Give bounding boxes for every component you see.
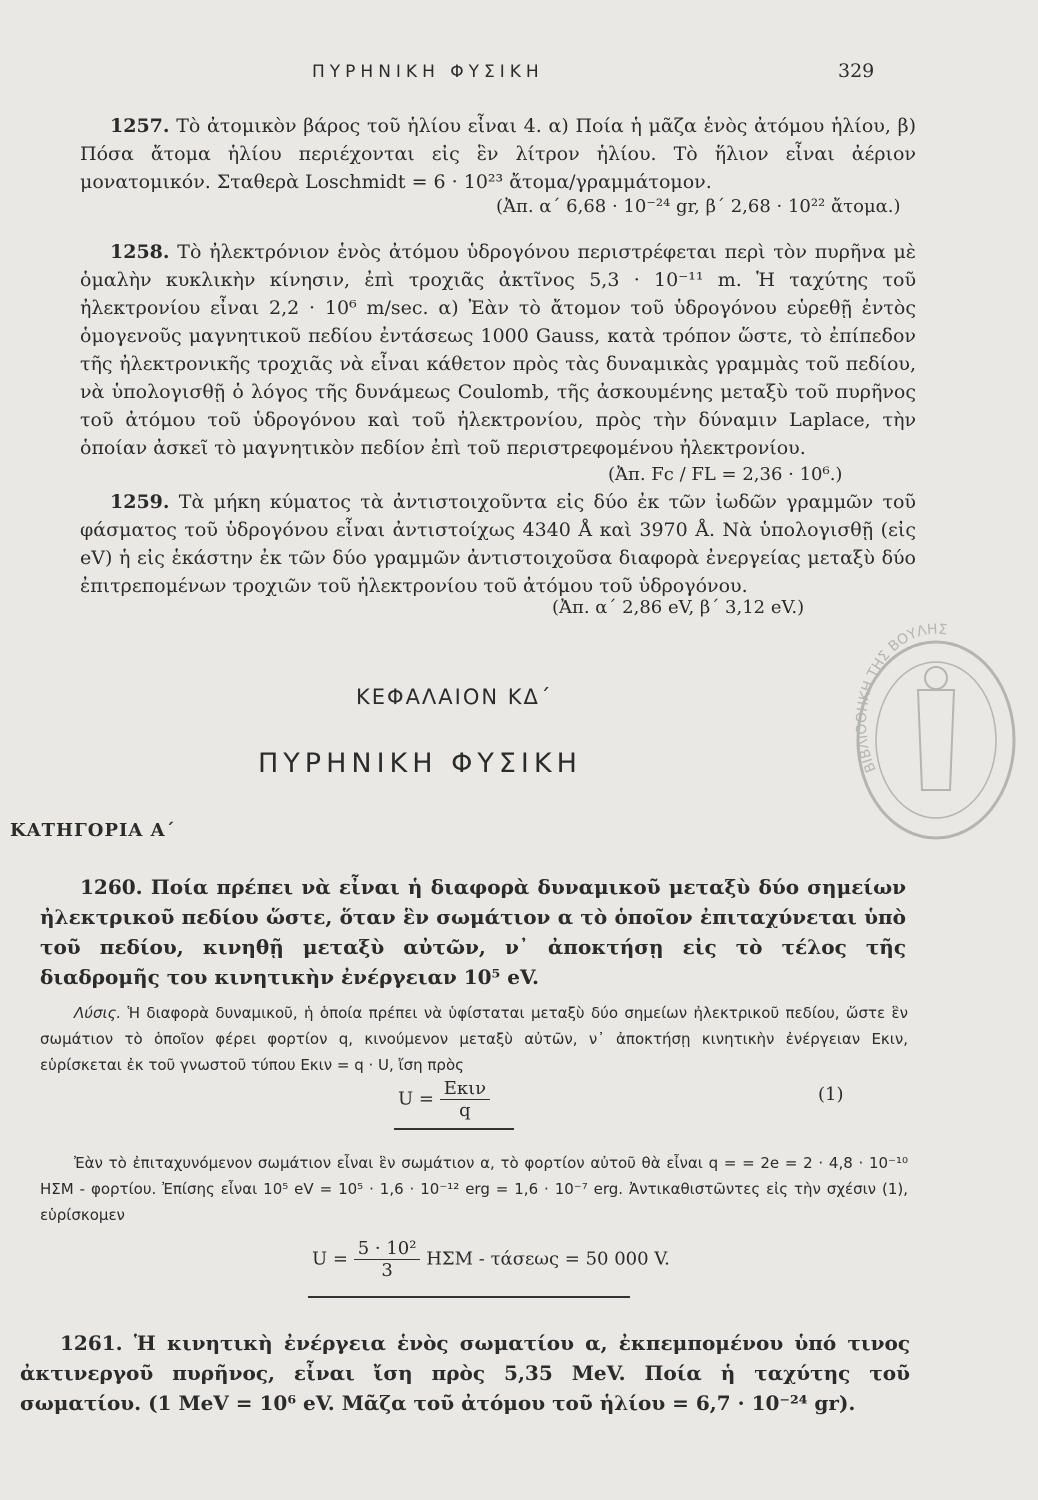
problem-number: 1258. xyxy=(110,241,170,263)
problem-text: Τὸ ἠλεκτρόνιον ἑνὸς ἀτόμου ὑδρογόνου περιστρέφεται περὶ τὸν πυρῆνα μὲ ὁμαλὴν κυκλικὴν κίνησιν, ἐπὶ τροχιᾶς ἀκτῖνος 5,3 · 10⁻¹¹ m. Ἡ ταχύτης τοῦ ἠλεκτρονίου εἶναι 2,2 · 10⁶ m/sec. α) Ἐὰν τὸ ἄτομον τοῦ ὑδρογόνου εὑρεθῇ ἐντὸς ὁμογενοῦς μαγνητικοῦ πεδίου ἐντάσεως 1000 Gauss, κατὰ τρόπον ὥστε, τὸ ἐπίπεδον τῆς ἠλεκτρονικῆς τροχιᾶς νὰ εἶναι κάθετον πρὸς τὰς δυναμικὰς γραμμὰς τοῦ πεδίου, νὰ ὑπολογισθῇ ὁ λόγος τῆς δυνάμεως Coulomb, τῆς ἀσκουμένης μεταξὺ τοῦ πυρῆνος τοῦ ἀτόμου τοῦ ὑδρογόνου καὶ τοῦ ἠλεκτρονίου, πρὸς τὴν δύναμιν Laplace, τὴν ὁποίαν ἀσκεῖ τὸ μαγνητικὸν πεδίον ἐπὶ τοῦ περιστρεφομένου ἠλεκτρονίου. xyxy=(80,241,916,459)
stamp-figure-icon xyxy=(918,690,954,790)
problem-1260 xyxy=(40,872,906,992)
solution-continued: Ἐὰν τὸ ἐπιταχυνόμενον σωμάτιον εἶναι ἓν σωμάτιον α, τὸ φορτίον αὐτοῦ θὰ εἶναι q = = 2e = 2 · 4,8 · 10⁻¹⁰ ΗΣΜ - φορτίου. Ἐπίσης εἶναι 10⁵ eV = 10⁵ · 1,6 · 10⁻¹² erg = 1,6 · 10⁻⁷ erg. Ἀντικαθιστῶντες εἰς τὴν σχέσιν (1), εὑρίσκομεν xyxy=(40,1154,908,1224)
stamp-text: ΒΙΒΛΙΟΘΗΚΗ ΤΗΣ ΒΟΥΛΗΣ xyxy=(853,621,949,775)
problem-number: 1261. xyxy=(60,1331,123,1355)
problem-text: Ποία πρέπει νὰ εἶναι ἡ διαφορὰ δυναμικοῦ μεταξὺ δύο σημείων ἠλεκτρικοῦ πεδίου ὥστε, ὅταν ἓν σωμάτιον α τὸ ὁποῖον ἐπιταχύνεται ὑπὸ τοῦ πεδίου, κινηθῇ μεταξὺ αὐτῶν, ν᾽ ἀποκτήσῃ εἰς τὸ τέλος τῆς διαδρομῆς του κινητικὴν ἐνέργειαν 10⁵ eV. xyxy=(40,875,906,989)
page-header xyxy=(0,58,1038,88)
fraction-denominator: q xyxy=(459,1100,471,1121)
solution-text: Ἡ διαφορὰ δυναμικοῦ, ἡ ὁποία πρέπει νὰ ὑφίσταται μεταξὺ δύο σημείων ἠλεκτρικοῦ πεδίου, ὥστε ἓν σωμάτιον τὸ ὁποῖον φέρει φορτίον q, κινούμενον μεταξὺ αὐτῶν, ν᾽ ἀποκτήσῃ κινητικὴν ἐνέργειαν Eκιν, εὑρίσκεται ἐκ τοῦ γνωστοῦ τύπου Eκιν = q · U, ἴση πρὸς xyxy=(40,1004,908,1074)
equation-fraction xyxy=(354,1238,421,1281)
solution-label: Λύσις. xyxy=(74,1004,122,1022)
stamp-inner-ring xyxy=(876,662,996,818)
equation-rhs: ΗΣΜ - τάσεως = 50 000 V. xyxy=(426,1248,670,1270)
equation-lhs: U = xyxy=(312,1248,348,1270)
page-number: 329 xyxy=(838,60,875,82)
library-stamp xyxy=(846,620,1021,840)
chapter-label: ΚΕΦΑΛΑΙΟΝ ΚΔ΄ xyxy=(356,685,553,709)
problem-1257 xyxy=(80,112,916,196)
problem-1261 xyxy=(20,1328,910,1418)
solution-1260 xyxy=(40,1000,908,1078)
fraction-numerator: Eκιν xyxy=(440,1078,490,1100)
equation-fraction xyxy=(440,1078,490,1121)
problem-number: 1257. xyxy=(110,115,170,137)
running-title: ΠΥΡΗΝΙΚΗ ΦΥΣΙΚΗ xyxy=(312,62,544,82)
fraction-denominator: 3 xyxy=(381,1260,393,1281)
answer-1258: (Ἀπ. Fc / FL = 2,36 · 10⁶.) xyxy=(608,464,843,485)
equation-1-tag: (1) xyxy=(818,1084,844,1105)
answer-1259: (Ἀπ. α΄ 2,86 eV, β΄ 3,12 eV.) xyxy=(552,597,805,618)
problem-1258 xyxy=(80,238,916,462)
fraction-numerator: 5 · 10² xyxy=(354,1238,421,1260)
equation-1 xyxy=(398,1078,490,1121)
equation-2 xyxy=(312,1238,670,1281)
problem-1259 xyxy=(80,488,916,600)
problem-number: 1260. xyxy=(80,875,143,899)
problem-text: Ἡ κινητικὴ ἐνέργεια ἑνὸς σωματίου α, ἐκπεμπομένου ὑπό τινος ἀκτινεργοῦ πυρῆνος, εἶναι ἴση πρὸς 5,35 MeV. Ποία ἡ ταχύτης τοῦ σωματίου. (1 MeV = 10⁶ eV. Μᾶζα τοῦ ἀτόμου τοῦ ἡλίου = 6,7 · 10⁻²⁴ gr). xyxy=(20,1331,910,1415)
equation-underline xyxy=(308,1296,630,1298)
problem-number: 1259. xyxy=(110,491,170,513)
problem-text: Τὸ ἀτομικὸν βάρος τοῦ ἡλίου εἶναι 4. α) Ποία ἡ μᾶζα ἑνὸς ἀτόμου ἡλίου, β) Πόσα ἄτομα ἡλίου περιέχονται εἰς ἓν λίτρον ἡλίου. Τὸ ἥλιον εἶναι ἀέριον μονατομικόν. Σταθερὰ Loschmidt = 6 · 10²³ ἄτομα/γραμμάτομον. xyxy=(80,115,916,193)
problem-text: Τὰ μήκη κύματος τὰ ἀντιστοιχοῦντα εἰς δύο ἐκ τῶν ἰωδῶν γραμμῶν τοῦ φάσματος τοῦ ὑδρογόνου εἶναι ἀντιστοίχως 4340 Å καὶ 3970 Å. Νὰ ὑπολογισθῇ (εἰς eV) ἡ εἰς ἑκάστην ἐκ τῶν δύο γραμμῶν ἀντιστοιχοῦσα διαφορὰ ἐνεργείας μεταξὺ δύο ἐπιτρεπομένων τροχιῶν τοῦ ἠλεκτρονίου τοῦ ἀτόμου τοῦ ὑδρογόνου. xyxy=(80,491,916,597)
chapter-title: ΠΥΡΗΝΙΚΗ ΦΥΣΙΚΗ xyxy=(258,748,582,779)
category-heading: ΚΑΤΗΓΟΡΙΑ Α΄ xyxy=(10,820,176,841)
equation-lhs: U = xyxy=(398,1088,434,1110)
equation-underline xyxy=(394,1128,514,1130)
stamp-head-icon xyxy=(925,667,947,689)
answer-1257: (Ἀπ. α΄ 6,68 · 10⁻²⁴ gr, β΄ 2,68 · 10²² ἄτομα.) xyxy=(496,196,901,217)
